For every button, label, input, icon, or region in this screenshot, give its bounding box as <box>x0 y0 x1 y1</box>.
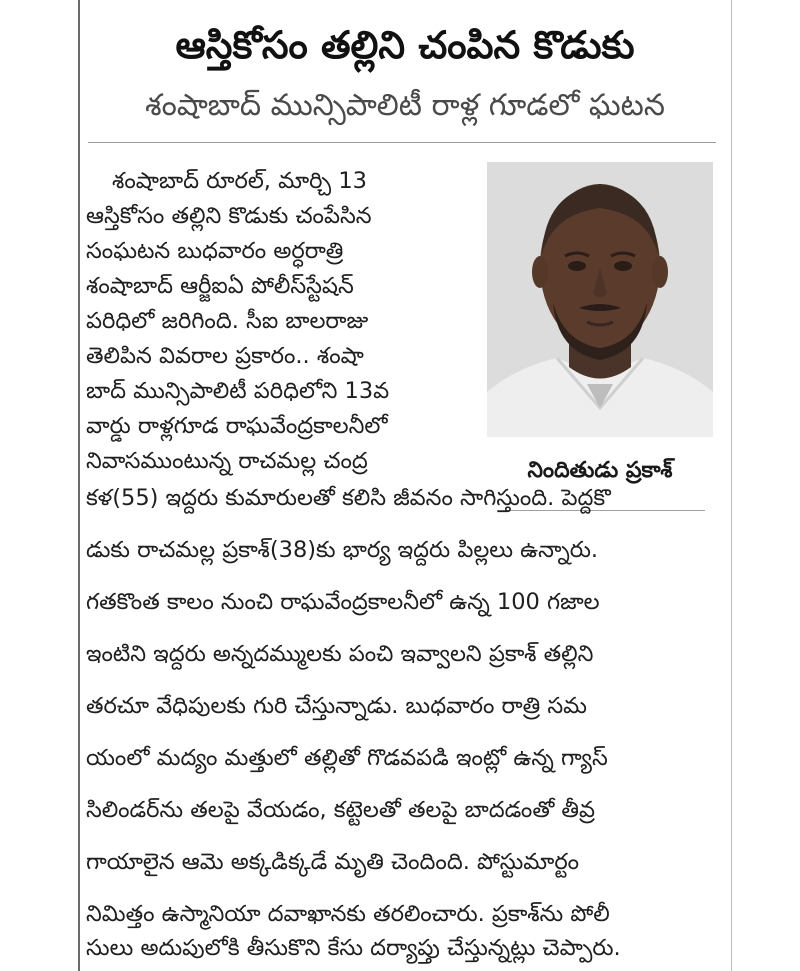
body-line: కళ(55) ఇద్దరు కుమారులతో కలిసి జీవనం సాగిస్తుంది. పెద్దకొ <box>86 485 611 511</box>
body-line: డుకు రాచమల్ల ప్రకాశ్(38)కు భార్య ఇద్దరు పిల్లలు ఉన్నారు. <box>86 537 599 563</box>
body-line: ఇంటిని ఇద్దరు అన్నదమ్ములకు పంచి ఇవ్వాలని ప్రకాశ్ తల్లిని <box>86 641 594 667</box>
body-line: వార్డు రాళ్లగూడ రాఘవేంద్రకాలనీలో <box>86 413 388 439</box>
body-line: శంషాబాద్ ఆర్జీఐఏ పోలీస్‌స్టేషన్ <box>86 273 354 299</box>
body-line: సులు అదుపులోకి తీసుకొని కేసు దర్యాప్తు చేస్తున్నట్లు చెప్పారు. <box>86 935 621 961</box>
body-line: సిలిండర్‌ను తలపై వేయడం, కట్టెలతో తలపై బాదడంతో తీవ్ర <box>86 797 596 823</box>
body-line: గాయాలైన ఆమె అక్కడిక్కడే మృతి చెందింది. పోస్టుమార్టం <box>86 849 580 875</box>
clipping-left-border <box>78 0 80 971</box>
body-line: గతకొంత కాలం నుంచి రాఘవేంద్రకాలనీలో ఉన్న 100 గజాల <box>86 589 600 615</box>
body-line: నిమిత్తం ఉస్మానియా దవాఖానకు తరలించారు. ప్రకాశ్‌ను పోలీ <box>86 901 610 927</box>
body-line: తరచూ వేధిపులకు గురి చేస్తున్నాడు. బుధవారం రాత్రి సమ <box>86 693 587 719</box>
clipping-right-border <box>731 0 732 971</box>
body-line: బాద్ మున్సిపాలిటీ పరిధిలోని 13వ <box>86 378 390 404</box>
accused-photo <box>487 162 713 437</box>
headline: ఆస్తికోసం తల్లిని చంపిన కొడుకు <box>175 23 635 67</box>
subheadline: శంషాబాద్ మున్సిపాలిటీ రాళ్ల గూడలో ఘటన <box>145 88 665 123</box>
body-line: నివాసముంటున్న రాచమల్ల చంద్ర <box>86 448 368 474</box>
body-line: తెలిపిన వివరాల ప్రకారం.. శంషా <box>86 343 364 369</box>
body-line: సంఘటన బుధవారం అర్ధరాత్రి <box>86 238 344 264</box>
photo-caption: నిందితుడు ప్రకాశ్ <box>527 458 673 483</box>
body-line: శంషాబాద్ రూరల్, మార్చి 13 <box>112 168 367 194</box>
body-line: యంలో మద్యం మత్తులో తల్లితో గొడవపడి ఇంట్లో ఉన్న గ్యాస్ <box>86 745 608 771</box>
headline-divider <box>88 142 716 143</box>
body-line: ఆస్తికోసం తల్లిని కొడుకు చంపేసిన <box>86 203 372 229</box>
body-line: పరిధిలో జరిగింది. సీఐ బాలరాజు <box>86 308 369 334</box>
portrait-image <box>487 162 713 437</box>
